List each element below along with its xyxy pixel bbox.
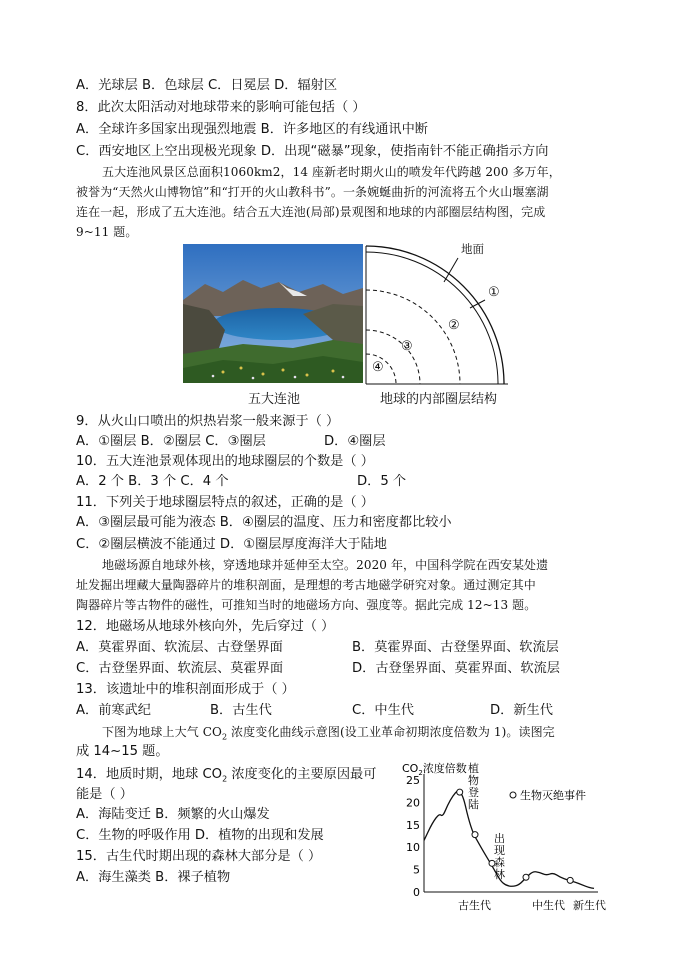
y-tick-label: 0 bbox=[413, 886, 420, 899]
passage-2-line-2: 址发掘出埋藏大量陶器碎片的堆积剖面，是理想的考古地磁学研究对象。通过测定其中 bbox=[76, 578, 536, 592]
chart-ylabel: $CO_2$浓度倍数 bbox=[402, 762, 467, 777]
passage-2-line-3: 陶器碎片等古物件的磁性，可推知当时的地磁场方向、强度等。据此完成 12~13 题。 bbox=[76, 598, 537, 612]
question-14-cont: 能是（ ） bbox=[76, 787, 133, 802]
q14-options-ab: A．海陆变迁 B．频繁的火山爆发 bbox=[76, 807, 270, 822]
y-tick-label: 15 bbox=[406, 818, 420, 832]
passage-1-line-4: 9~11 题。 bbox=[76, 225, 138, 239]
question-10: 10．五大连池景观体现出的地球圈层的个数是（ ） bbox=[76, 454, 374, 469]
svg-text:出: 出 bbox=[494, 832, 505, 845]
annotation-forest-appears bbox=[494, 831, 505, 881]
extinction-event-point bbox=[457, 789, 463, 795]
extinction-event-point bbox=[472, 832, 478, 838]
svg-text:林: 林 bbox=[494, 868, 505, 881]
q15-options-ab: A．海生藻类 B．裸子植物 bbox=[76, 870, 231, 885]
layer-3-label: ③ bbox=[401, 339, 413, 354]
passage-1-line-3: 连在一起，形成了五大连池。结合五大连池(局部)景观图和地球的内部圈层结构图，完成 bbox=[76, 205, 546, 219]
question-11: 11．下列关于地球圈层特点的叙述，正确的是（ ） bbox=[76, 495, 374, 510]
extinction-event-point bbox=[523, 874, 529, 880]
question-14: 14．地质时期，地球 $CO_2$ 浓度变化的主要原因最可 bbox=[76, 767, 377, 784]
legend-extinction-marker bbox=[510, 792, 516, 798]
ground-label: 地面 bbox=[461, 242, 484, 256]
q11-options-cd: C．②圈层横波不能通过 D．①圈层厚度海洋大于陆地 bbox=[76, 537, 387, 552]
passage-3-line-2: 成 14~15 题。 bbox=[76, 744, 169, 759]
layer-1-label: ① bbox=[488, 285, 500, 300]
q12-option-a: A．莫霍界面、软流层、古登堡界面 bbox=[76, 640, 283, 655]
q8-options-ab: A．全球许多国家出现强烈地震 B．许多地区的有线通讯中断 bbox=[76, 122, 428, 137]
xlabel-paleozoic: 古生代 bbox=[458, 899, 491, 912]
question-15: 15．古生代时期出现的森林大部分是（ ） bbox=[76, 849, 322, 864]
q10-option-d: D．5 个 bbox=[357, 474, 407, 489]
passage-1-line-1: 五大连池风景区总面积1060km2，14 座新老时期火山的喷发年代跨越 200 多万年， bbox=[102, 165, 561, 179]
xlabel-cenozoic: 新生代 bbox=[573, 899, 606, 912]
svg-text:现: 现 bbox=[494, 844, 505, 857]
question-13: 13．该遗址中的堆积剖面形成于（ ） bbox=[76, 682, 295, 697]
q10-options-abc: A．2 个 B．3 个 C．4 个 bbox=[76, 474, 229, 489]
xlabel-mesozoic: 中生代 bbox=[532, 899, 565, 912]
co2-series-line bbox=[424, 791, 594, 888]
q12-option-d: D．古登堡界面、莫霍界面、软流层 bbox=[352, 661, 560, 676]
q9-option-d: D．④圈层 bbox=[324, 434, 386, 449]
y-tick-label: 25 bbox=[406, 774, 420, 787]
q13-option-b: B．古生代 bbox=[210, 703, 272, 718]
extinction-event-point bbox=[567, 877, 573, 883]
passage-3-line-1: 下图为地球上大气 $CO_2$ 浓度变化曲线示意图(设工业革命初期浓度倍数为 1)。读图完 bbox=[102, 725, 555, 742]
q13-option-d: D．新生代 bbox=[490, 703, 553, 718]
legend-extinction: 生物灭绝事件 bbox=[520, 789, 586, 802]
wudalianchi-photo bbox=[183, 244, 363, 383]
annotation-plants-on-land bbox=[468, 761, 479, 811]
question-9: 9．从火山口喷出的炽热岩浆一般来源于（ ） bbox=[76, 414, 340, 429]
svg-text:登: 登 bbox=[468, 786, 479, 799]
q13-option-a: A．前寒武纪 bbox=[76, 703, 151, 718]
y-tick-label: 20 bbox=[406, 796, 420, 810]
q13-option-c: C．中生代 bbox=[352, 703, 414, 718]
y-tick-label: 5 bbox=[413, 863, 420, 877]
q12-option-b: B．莫霍界面、古登堡界面、软流层 bbox=[352, 640, 559, 655]
photo-caption: 五大连池 bbox=[248, 392, 301, 407]
question-8: 8．此次太阳活动对地球带来的影响可能包括（ ） bbox=[76, 100, 366, 115]
q11-options-ab: A．③圈层最可能为液态 B．④圈层的温度、压力和密度都比较小 bbox=[76, 515, 452, 530]
diagram-caption: 地球的内部圈层结构 bbox=[380, 392, 498, 407]
passage-1-line-2: 被誉为“天然火山博物馆”和“打开的火山教科书”。一条婉蜒曲折的河流将五个火山堰塞湖 bbox=[76, 185, 549, 199]
earth-interior-diagram bbox=[360, 238, 520, 386]
svg-text:植: 植 bbox=[468, 762, 479, 775]
q8-options-cd: C．西安地区上空出现极光现象 D．出现“磁暴”现象，使指南针不能正确指示方向 bbox=[76, 144, 549, 159]
y-tick-label: 10 bbox=[406, 841, 420, 855]
co2-concentration-chart bbox=[398, 756, 616, 916]
options-line-7: A．光球层 B．色球层 C．日冕层 D．辐射区 bbox=[76, 78, 338, 93]
layer-4-label: ④ bbox=[372, 360, 384, 375]
layer-2-label: ② bbox=[448, 318, 460, 333]
svg-text:森: 森 bbox=[494, 856, 505, 869]
q9-options-abc: A．①圈层 B．②圈层 C．③圈层 bbox=[76, 434, 266, 449]
passage-2-line-1: 地磁场源自地球外核，穿透地球并延伸至太空。2020 年，中国科学院在西安某处遗 bbox=[102, 558, 549, 572]
svg-text:陆: 陆 bbox=[468, 798, 479, 811]
q14-options-cd: C．生物的呼吸作用 D．植物的出现和发展 bbox=[76, 828, 324, 843]
q12-option-c: C．古登堡界面、软流层、莫霍界面 bbox=[76, 661, 284, 676]
svg-text:物: 物 bbox=[468, 774, 479, 787]
question-12: 12．地磁场从地球外核向外，先后穿过（ ） bbox=[76, 619, 335, 634]
